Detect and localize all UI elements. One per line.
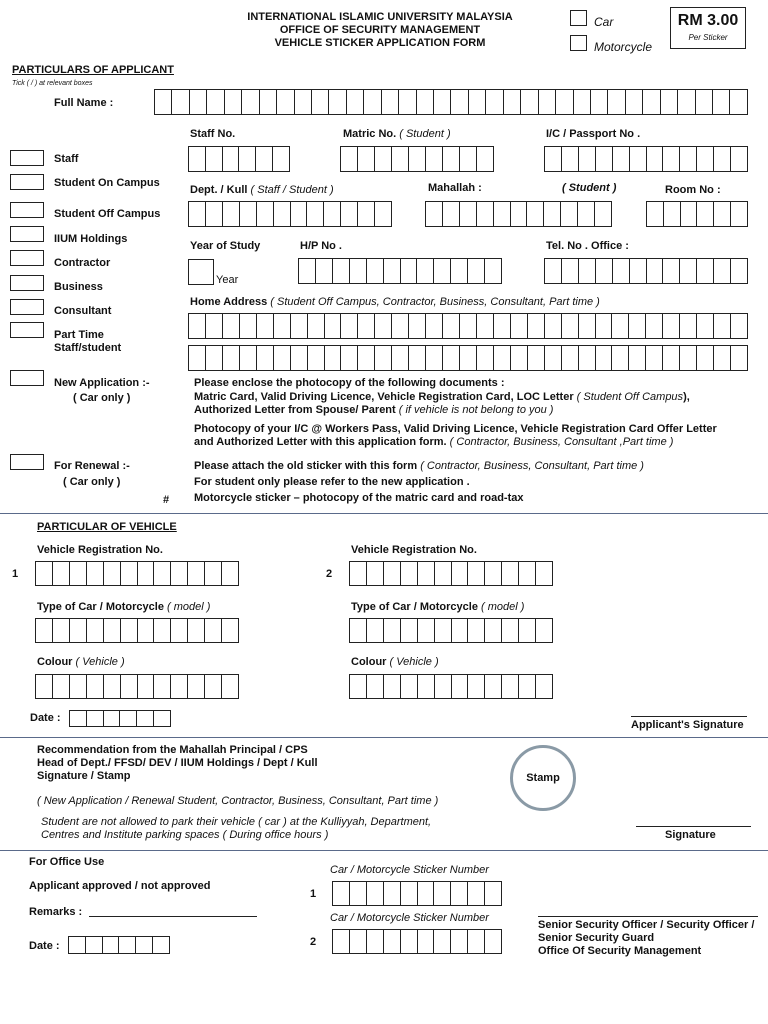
form-title: VEHICLE STICKER APPLICATION FORM [274, 37, 486, 49]
sticker-label-2: Car / Motorcycle Sticker Number [330, 912, 489, 924]
approved-label: Applicant approved / not approved [29, 880, 211, 892]
home-address-hint: ( Student Off Campus, Contractor, Business, Consultant, Part time ) [270, 296, 600, 308]
home-address-label [190, 296, 600, 308]
renew-line1 [194, 460, 644, 472]
colour-text-1: Colour [37, 656, 73, 668]
student-on-campus-checkbox[interactable] [10, 174, 44, 190]
category-student-on-campus: Student On Campus [54, 177, 160, 189]
sticker-number-input-2[interactable] [332, 929, 502, 954]
iium-holdings-checkbox[interactable] [10, 226, 44, 242]
matric-no-hint: ( Student ) [399, 128, 451, 140]
recommendation-block [37, 744, 318, 783]
category-business: Business [54, 281, 103, 293]
parking-note-line2: Centres and Institute parking spaces ( During office hours ) [41, 829, 329, 841]
reg-no-input-2[interactable] [349, 561, 553, 586]
divider-2 [0, 737, 768, 738]
type-hint-1: ( model ) [167, 601, 211, 613]
type-text-1: Type of Car / Motorcycle [37, 601, 164, 613]
officer-line3: Office Of Security Management [538, 945, 702, 957]
staff-no-label: Staff No. [190, 128, 236, 140]
type-hint-2: ( model ) [481, 601, 525, 613]
doc-line4 [194, 436, 673, 448]
officer-block [538, 919, 754, 958]
office-date-input[interactable] [68, 936, 170, 954]
renewal-label: For Renewal :- [54, 460, 130, 472]
dept-kull-input[interactable] [188, 201, 392, 227]
applicant-signature-label: Applicant's Signature [631, 719, 744, 731]
dept-kull-hint: ( Staff / Student ) [250, 184, 334, 196]
recommendation-line3: Signature / Stamp [37, 770, 131, 782]
divider-3 [0, 850, 768, 851]
vehicle-2-number: 2 [326, 568, 333, 580]
dept-kull-text: Dept. / Kull [190, 184, 248, 196]
motorcycle-checkbox[interactable] [570, 35, 587, 51]
type-label-2 [351, 601, 524, 613]
home-address-line2[interactable] [188, 345, 748, 371]
officer-line2: Senior Security Guard [538, 932, 655, 944]
renewal-car-only: ( Car only ) [63, 476, 121, 488]
reg-no-input-1[interactable] [35, 561, 239, 586]
hash-mark: # [163, 494, 170, 506]
doc-line3: Photocopy of your I/C @ Workers Pass, Valid Driving Licence, Vehicle Registration Card Offer Letter [194, 423, 717, 435]
office-use-title: For Office Use [29, 856, 105, 868]
divider-1 [0, 513, 768, 514]
renew-line2: For student only please refer to the new application . [194, 476, 470, 488]
ic-passport-label: I/C / Passport No . [546, 128, 641, 140]
recommendation-signature-label: Signature [665, 829, 716, 841]
doc-line4-text: and Authorized Letter with this application form. [194, 436, 447, 448]
colour-hint-2: ( Vehicle ) [389, 656, 439, 668]
matric-no-input[interactable] [340, 146, 494, 172]
stamp-area[interactable] [510, 745, 576, 811]
room-no-input[interactable] [646, 201, 748, 227]
colour-input-1[interactable] [35, 674, 239, 699]
car-checkbox[interactable] [570, 10, 587, 26]
type-input-1[interactable] [35, 618, 239, 643]
colour-text-2: Colour [351, 656, 387, 668]
price-box [670, 7, 746, 49]
sticker-label-1: Car / Motorcycle Sticker Number [330, 864, 489, 876]
university-name: INTERNATIONAL ISLAMIC UNIVERSITY MALAYSIA [247, 11, 513, 23]
doc-line2-hint: ( if vehicle is not belong to you ) [398, 404, 554, 416]
matric-no-text: Matric No. [343, 128, 397, 140]
remarks-label: Remarks : [29, 906, 83, 918]
new-application-label: New Application :- [54, 377, 150, 389]
sticker-number-1-index: 1 [310, 888, 317, 900]
home-address-text: Home Address [190, 296, 268, 308]
full-name-label: Full Name : [54, 97, 114, 109]
mahallah-label: Mahallah : [428, 182, 482, 194]
recommendation-signature-line[interactable] [636, 826, 751, 827]
type-label-1 [37, 601, 210, 613]
doc-intro: Please enclose the photocopy of the following documents : [194, 377, 505, 389]
ic-passport-input[interactable] [544, 146, 748, 172]
category-iium-holdings: IIUM Holdings [54, 233, 128, 245]
renew-line3: Motorcycle sticker – photocopy of the matric card and road-tax [194, 492, 524, 504]
hp-no-input[interactable] [298, 258, 502, 284]
stamp-label: Stamp [526, 772, 560, 784]
category-consultant: Consultant [54, 305, 112, 317]
tick-hint: Tick ( / ) at relevant boxes [12, 80, 93, 87]
office-date-label: Date : [29, 940, 60, 952]
vehicle-1-number: 1 [12, 568, 19, 580]
reg-no-label-2: Vehicle Registration No. [351, 544, 477, 556]
mahallah-hint: ( Student ) [562, 182, 617, 194]
type-input-2[interactable] [349, 618, 553, 643]
recommendation-line1: Recommendation from the Mahallah Principal / CPS [37, 744, 308, 756]
vehicle-date-label: Date : [30, 712, 61, 724]
parking-note [41, 816, 431, 842]
year-input[interactable] [188, 259, 214, 285]
colour-label-2 [351, 656, 439, 668]
motorcycle-label: Motorcycle [594, 40, 653, 54]
vehicle-date-input[interactable] [69, 710, 171, 727]
dept-kull-label [190, 184, 334, 196]
parking-note-line1: Student are not allowed to park their vehicle ( car ) at the Kulliyyah, Department, [41, 816, 432, 828]
doc-line2 [194, 404, 553, 416]
contractor-checkbox[interactable] [10, 250, 44, 266]
type-text-2: Type of Car / Motorcycle [351, 601, 478, 613]
doc-line1-hint: ( Student Off Campus [576, 391, 684, 403]
year-label: Year [216, 274, 239, 286]
colour-label-1 [37, 656, 125, 668]
colour-input-2[interactable] [349, 674, 553, 699]
mahallah-input[interactable] [425, 201, 612, 227]
renewal-checkbox[interactable] [10, 454, 44, 470]
staff-checkbox[interactable] [10, 150, 44, 166]
doc-line1-text: Matric Card, Valid Driving Licence, Vehicle Registration Card, LOC Letter [194, 391, 574, 403]
hp-no-label: H/P No . [300, 240, 342, 252]
doc-line2-text: Authorized Letter from Spouse/ Parent [194, 404, 396, 416]
tel-office-input[interactable] [544, 258, 748, 284]
room-no-label: Room No : [665, 184, 721, 196]
student-off-campus-checkbox[interactable] [10, 202, 44, 218]
business-checkbox[interactable] [10, 275, 44, 291]
staff-no-input[interactable] [188, 146, 290, 172]
doc-line1 [194, 391, 690, 403]
part-time-checkbox[interactable] [10, 322, 44, 338]
vehicle-section-title: PARTICULAR OF VEHICLE [37, 521, 177, 533]
category-staff: Staff [54, 153, 79, 165]
new-application-checkbox[interactable] [10, 370, 44, 386]
tel-office-label: Tel. No . Office : [546, 240, 629, 252]
category-part-time-sub: Staff/student [54, 342, 122, 354]
full-name-input[interactable] [154, 89, 748, 115]
sticker-number-2-index: 2 [310, 936, 317, 948]
per-sticker: Per Sticker [688, 33, 728, 42]
category-contractor: Contractor [54, 257, 111, 269]
doc-line4-hint: ( Contractor, Business, Consultant ,Part time ) [449, 436, 674, 448]
consultant-checkbox[interactable] [10, 299, 44, 315]
sticker-number-input-1[interactable] [332, 881, 502, 906]
renew-line1-hint: ( Contractor, Business, Consultant, Part time ) [420, 460, 644, 472]
officer-signature-line[interactable] [538, 916, 758, 917]
home-address-line1[interactable] [188, 313, 748, 339]
recommendation-categories: ( New Application / Renewal Student, Contractor, Business, Consultant, Part time ) [37, 795, 439, 807]
category-part-time: Part Time [54, 329, 104, 341]
renew-line1-text: Please attach the old sticker with this form [194, 460, 418, 472]
category-student-off-campus: Student Off Campus [54, 208, 161, 220]
form-header [230, 11, 530, 50]
doc-line1-end: ), [683, 391, 690, 403]
car-label: Car [594, 15, 614, 29]
colour-hint-1: ( Vehicle ) [75, 656, 125, 668]
office-name: OFFICE OF SECURITY MANAGEMENT [279, 24, 481, 36]
applicant-signature-line[interactable] [631, 716, 747, 717]
reg-no-label-1: Vehicle Registration No. [37, 544, 163, 556]
new-app-car-only: ( Car only ) [73, 392, 131, 404]
matric-no-label [343, 128, 451, 140]
officer-line1: Senior Security Officer / Security Officer / [538, 919, 755, 931]
price: RM 3.00 [677, 12, 739, 29]
year-of-study-label: Year of Study [190, 240, 261, 252]
recommendation-line2: Head of Dept./ FFSD/ DEV / IIUM Holdings / Dept / Kull [37, 757, 318, 769]
applicant-section-title: PARTICULARS OF APPLICANT [12, 64, 174, 76]
remarks-line[interactable] [89, 916, 257, 917]
